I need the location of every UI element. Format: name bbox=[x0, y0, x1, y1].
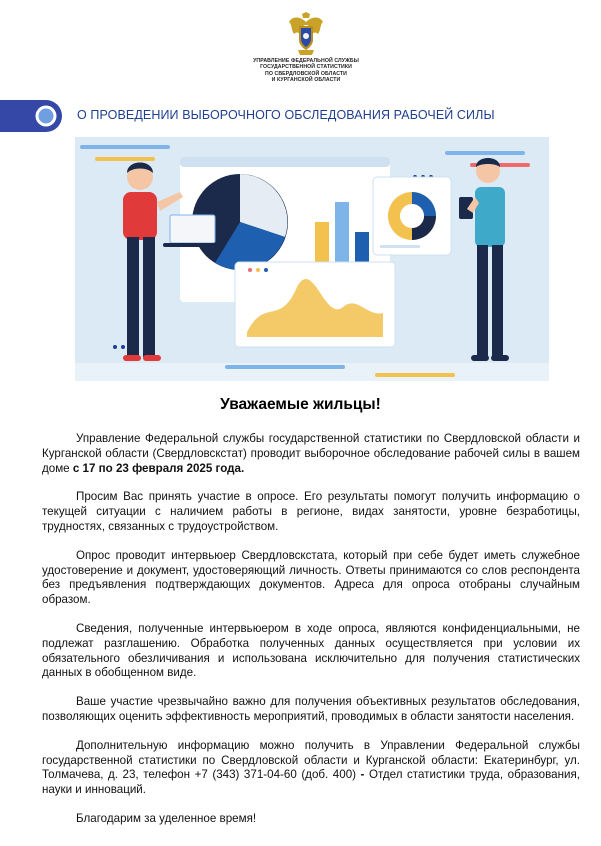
phone-dash: - bbox=[356, 768, 369, 782]
paragraph-1-text: Управление Федеральной службы государственной статистики по Свердловской области и Курганской области (Свердловскстат) проводит выборочное обследование рабочей силы в вашем доме bbox=[42, 432, 580, 475]
title-bar bbox=[0, 100, 62, 132]
survey-dates: с 17 по 23 февраля 2025 года. bbox=[72, 461, 245, 475]
agency-line-2: ГОСУДАРСТВЕННОЙ СТАТИСТИКИ bbox=[260, 64, 352, 71]
closing-thanks: Благодарим за уделенное время! bbox=[76, 811, 257, 825]
paragraph-3: Опрос проводит интервьюер Свердловскстата, который при себе будет иметь служебное удостоверение и документ, удостоверяющий личность. Ответы принимаются со слов респондента без предъявления подтверждающих документов. Адреса для опроса отобраны случайным образом. bbox=[42, 548, 580, 607]
greeting-heading: Уважаемые жильцы! bbox=[220, 396, 381, 413]
paragraph-5: Ваше участие чрезвычайно важно для получения объективных результатов обследования, позволяющих оценить эффективность мероприятий, проводимых в области занятости населения. bbox=[42, 695, 580, 723]
paragraph-2: Просим Вас принять участие в опросе. Его результаты помогут получить информацию о текущей ситуации с наличием работы в регионе, видах занятости, уровне безработицы, трудностях, связанных с трудоустройством. bbox=[42, 490, 580, 533]
state-emblem-icon bbox=[288, 12, 324, 56]
agency-line-4: И КУРГАНСКОЙ ОБЛАСТИ bbox=[271, 76, 341, 83]
contact-phone: +7 (343) 371-04-60 (доб. 400) bbox=[194, 768, 356, 782]
paragraph-1 bbox=[42, 432, 580, 476]
letter-body bbox=[42, 432, 580, 841]
agency-line-3: ПО СВЕРДЛОВСКОЙ ОБЛАСТИ bbox=[264, 70, 348, 77]
ring-bullet-icon bbox=[36, 106, 57, 127]
paragraph-6 bbox=[42, 739, 580, 798]
office-illustration bbox=[75, 137, 549, 381]
agency-name bbox=[220, 58, 392, 83]
page-title: О ПРОВЕДЕНИИ ВЫБОРОЧНОГО ОБСЛЕДОВАНИЯ РАБОЧЕЙ СИЛЫ bbox=[77, 108, 495, 122]
paragraph-4: Сведения, полученные интервьюером в ходе опроса, являются конфиденциальными, не подлежат разглашению. Обработка полученных данных осуществляется при условии их обязательного обезличивания и использована исключительно для получения статистических данных в обобщенном виде. bbox=[42, 621, 580, 680]
paragraph-6-text: Дополнительную информацию можно получить в Управлении Федеральной службы государственной статистики по Свердловской области и Курганской области: Екатеринбург, ул. Толмачева, д. 23, телефон bbox=[42, 738, 580, 782]
department-name: Отдел статистики труда, образования, науки и инноваций. bbox=[42, 768, 580, 797]
agency-line-1: УПРАВЛЕНИЕ ФЕДЕРАЛЬНОЙ СЛУЖБЫ bbox=[253, 58, 359, 64]
